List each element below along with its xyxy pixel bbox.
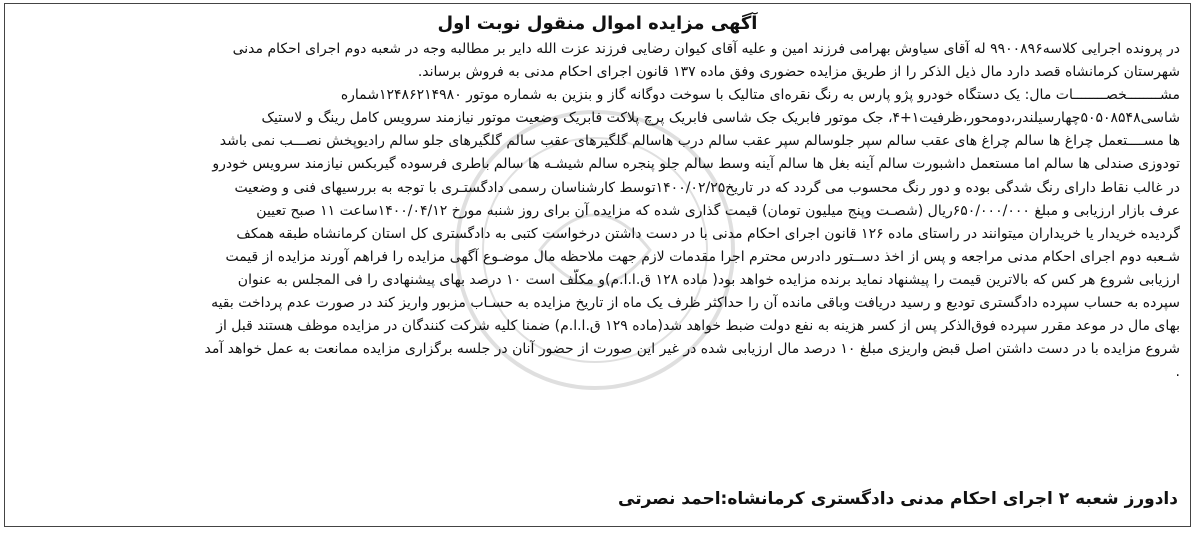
signature-line: دادورز شعبه ۲ اجرای احکام مدنی دادگستری کرمانشاه:احمد نصرتی	[618, 489, 1178, 509]
body-line: شهرستان کرمانشاه قصد دارد مال ذیل الذکر را از طریق مزایده حضوری وفق ماده ۱۳۷ قانون اجرای احکام مدنی به فروش برساند.	[417, 64, 1180, 81]
body-line: عرف بازار ارزیابی و مبلغ ۶۵۰/۰۰۰/۰۰۰ریال (شصـت وپنج میلیون تومان) قیمت گذاری شده که مزایده آن برای روز شنبه مورخ ۱۴۰۰/۰۴/۱۲ساعت ۱۱ صبح تعیین	[256, 202, 1180, 219]
body-line: شاسی۵۰۵۰۸۵۴۸چهارسیلندر،دومحور،ظرفیت۱+۴، جک موتور فابریک جک شاسی فابریک پرچ پلاکت فابریک وضعیت موتور نیازمند سرویس کامل رینگ و لاستیک	[261, 110, 1180, 127]
body-line: شـعبه دوم اجرای احکام مدنی مراجعه و پس از اخذ دســتور دادرس محترم اجرا مقدمات لازم جهت ملاحظه مال موضـوع آگهی مزایده را فراهم آورند مزایده از قیمت	[225, 248, 1180, 265]
body-line: .	[1175, 364, 1180, 381]
body-line: شروع مزایده با در دست داشتن اصل قبض واریزی مبلغ ۱۰ درصد مال ارزیابی شده در غیر این صورت از حضور آنان در جلسه برگزاری مزایده ممانعت به عمل خواهد آمد	[204, 341, 1180, 358]
body-line: تودوزی صندلی ها سالم اما مستعمل داشبورت سالم آینه بغل ها سالم آینه وسط سالم جلو پنجره سالم شیشـه ها سالم باطری فرسوده گیربکس نیازمند سرویس خودرو	[212, 156, 1180, 173]
notice-body	[15, 38, 1180, 384]
body-line: مشــــــــخصــــــــات مال: یک دستگاه خودرو پژو پارس به رنگ نقره‌ای متالیک با سوخت دوگانه گاز و بنزین به شماره موتور ۱۲۴۸۶۲۱۴۹۸۰شماره	[340, 87, 1180, 104]
body-line: ارزیابی شروع هر کس که بالاترین قیمت را پیشنهاد نماید برنده مزایده خواهد بود( ماده ۱۲۸ ق.ا.ا.م)و مکلّف است ۱۰ درصد بهای پیشنهادی را فی المجلس به عنوان	[237, 271, 1180, 288]
notice-title: آگهی مزایده اموال منقول نوبت اول	[437, 13, 758, 34]
body-line: در پرونده اجرایی کلاسه۹۹۰۰۸۹۶ له آقای سیاوش بهرامی فرزند امین و علیه آقای کیوان رضایی فرزند عزت الله دایر بر مطالبه وجه در شعبه دوم اجرای احکام مدنی	[232, 41, 1180, 57]
body-line: سپرده به حساب سپرده دادگستری تودیع و رسید دریافت وباقی مانده آن را حداکثر ظرف یک ماه از تاریخ مزایده به حسـاب مزبور واریز کند در صورت عدم پرداخت بقیه	[211, 295, 1180, 312]
body-line: ها مســــتعمل چراغ ها سالم چراغ های عقب سالم سپر جلوسالم سپر عقب سالم درب هاسالم گلگیرهای عقب سالم گلگیرهای جلو سالم رادیوپخش نصـــب نمی باشد	[219, 133, 1180, 150]
body-line: گردیده خریدار یا خریداران میتوانند در راستای ماده ۱۲۶ قانون اجرای احکام مدنی با در دست داشتن درخواست کتبی به دادگستری کل استان کرمانشاه طبقه همکف	[236, 225, 1180, 242]
body-line: در غالب نقاط دارای رنگ شدگی بوده و دور رنگ محسوب می گردد که در تاریخ۱۴۰۰/۰۲/۲۵توسط کارشناسان رسمی دادگستـری با توجه به بررسیهای فنی و وضعیت	[234, 179, 1180, 196]
body-line: بهای مال در موعد مقرر سپرده فوق‌الذکر پس از کسر هزینه به نفع دولت ضبط خواهد شد(ماده ۱۲۹ ق.ا.ا.م) ضمنا کلیه شرکت کنندگان در مزایده موظف هستند قبل از	[216, 318, 1180, 335]
notice-frame	[4, 3, 1191, 527]
